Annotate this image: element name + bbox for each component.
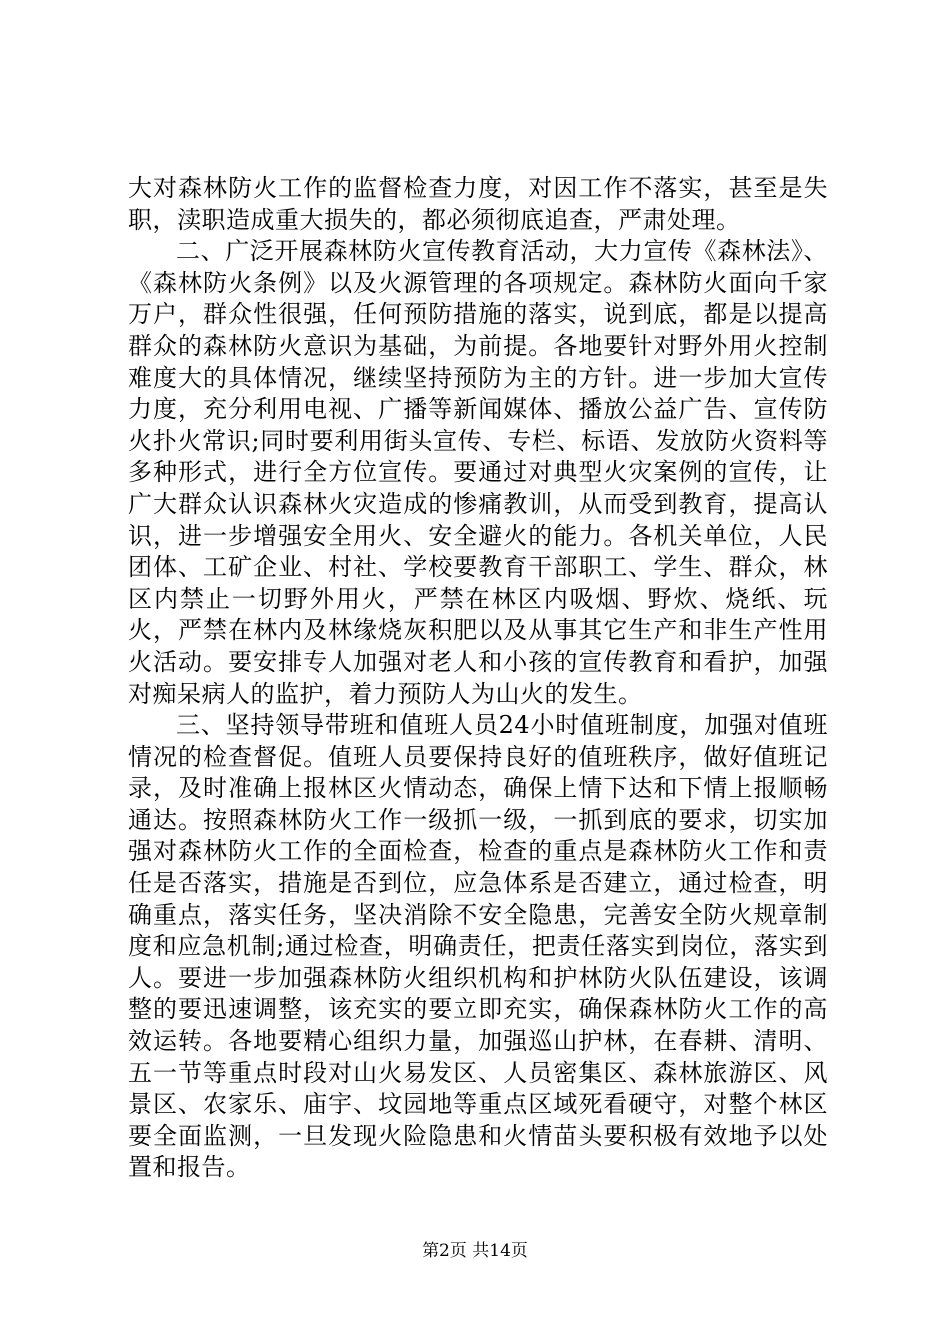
paragraph-section-2: 二、广泛开展森林防火宣传教育活动，大力宣传《森林法》、《森林防火条例》以及火源管理的各项规定。森林防火面向千家万户，群众性很强，任何预防措施的落实，说到底，都是以提高群众的森林防火意识为基础，为前提。各地要针对野外用火控制难度大的具体情况，继续坚持预防为主的方针。进一步加大宣传力度，充分利用电视、广播等新闻媒体、播放公益广告、宣传防火扑火常识;同时要利用街头宣传、专栏、标语、发放防火资料等多种形式，进行全方位宣传。要通过对典型火灾案例的宣传，让广大群众认识森林火灾造成的惨痛教训，从而受到教育，提高认识，进一步增强安全用火、安全避火的能力。各机关单位，人民团体、工矿企业、村社、学校要教育干部职工、学生、群众，林区内禁止一切野外用火，严禁在林区内吸烟、野炊、烧纸、玩火，严禁在林内及林缘烧灰积肥以及从事其它生产和非生产性用火活动。要安排专人加强对老人和小孩的宣传教育和看护，加强对痴呆病人的监护，着力预防人为山火的发生。 (128, 237, 828, 708)
paragraph-section-3: 三、坚持领导带班和值班人员24小时值班制度，加强对值班情况的检查督促。值班人员要保持良好的值班秩序，做好值班记录，及时准确上报林区火情动态，确保上情下达和下情上报顺畅通达。按照森林防火工作一级抓一级，一抓到底的要求，切实加强对森林防火工作的全面检查，检查的重点是森林防火工作和责任是否落实，措施是否到位，应急体系是否建立，通过检查，明确重点，落实任务，坚决消除不安全隐患，完善安全防火规章制度和应急机制;通过检查，明确责任，把责任落实到岗位，落实到人。要进一步加强森林防火组织机构和护林防火队伍建设，该调整的要迅速调整，该充实的要立即充实，确保森林防火工作的高效运转。各地要精心组织力量，加强巡山护林，在春耕、清明、五一节等重点时段对山火易发区、人员密集区、森林旅游区、风景区、农家乐、庙宇、坟园地等重点区域死看硬守，对整个林区要全面监测，一旦发现火险隐患和火情苗头要积极有效地予以处置和报告。 (128, 711, 828, 1182)
page-number: 第2页 共14页 (422, 1241, 528, 1261)
paragraph-continuation: 大对森林防火工作的监督检查力度，对因工作不落实，甚至是失职，渎职造成重大损失的，都必须彻底追查，严肃处理。 (128, 174, 828, 234)
page-footer (0, 1241, 950, 1261)
document-body (128, 173, 828, 1184)
